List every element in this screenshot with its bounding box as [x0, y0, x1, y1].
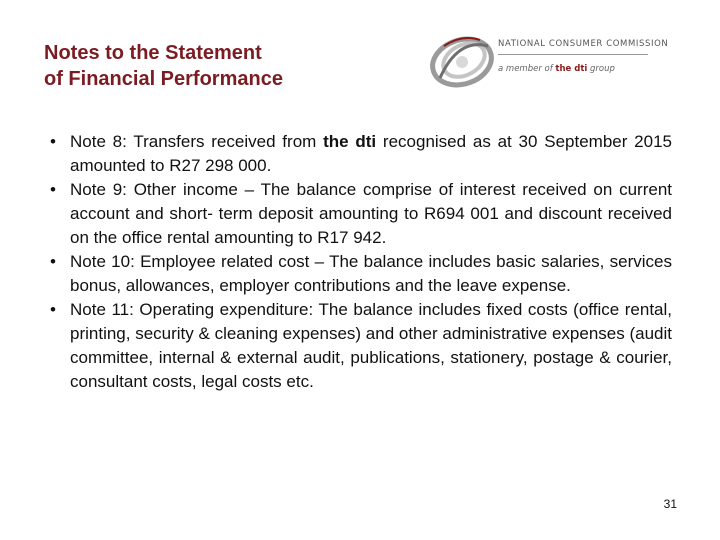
note-9-text: Note 9: Other income – The balance comprise of interest received on current account and short- term deposit amounting to R694 001 and discount received on the office rental amounting to R17 942. — [70, 180, 672, 247]
logo-tagline-prefix: a member of — [498, 64, 556, 74]
note-11 — [44, 298, 672, 394]
note-9 — [44, 178, 672, 250]
note-8-text-after: recognised as at 30 September 2015 amounted to R27 298 000. — [70, 132, 672, 175]
bullet: • — [50, 180, 56, 199]
note-10 — [44, 250, 672, 298]
page-title — [44, 40, 283, 92]
logo-name: NATIONAL CONSUMER COMMISSION — [498, 39, 669, 49]
notes-list — [44, 130, 672, 394]
bullet: • — [50, 300, 56, 319]
swirl-logo-icon — [422, 16, 502, 106]
note-8-text-before: Note 8: Transfers received from — [70, 132, 324, 151]
logo — [422, 16, 692, 106]
note-11-text: Note 11: Operating expenditure: The balance includes fixed costs (office rental, printing, security & cleaning expenses) and other administrative expenses (audit committee, internal & external audit, publications, stationery, postage & courier, consultant costs, legal costs etc. — [70, 300, 672, 391]
bullet: • — [50, 252, 56, 271]
logo-tagline — [498, 64, 615, 74]
note-8 — [44, 130, 672, 178]
bullet: • — [50, 132, 56, 151]
logo-divider — [498, 54, 648, 55]
title-line-2: of Financial Performance — [44, 68, 283, 90]
logo-tagline-brand: the dti — [555, 64, 588, 74]
note-8-bold: the dti — [323, 132, 377, 151]
title-line-1: Notes to the Statement — [44, 42, 262, 64]
note-10-text: Note 10: Employee related cost – The balance includes basic salaries, services bonus, allowances, employer contributions and the leave expense. — [70, 252, 672, 295]
page-number: 31 — [663, 497, 677, 511]
logo-tagline-suffix: group — [587, 64, 615, 74]
